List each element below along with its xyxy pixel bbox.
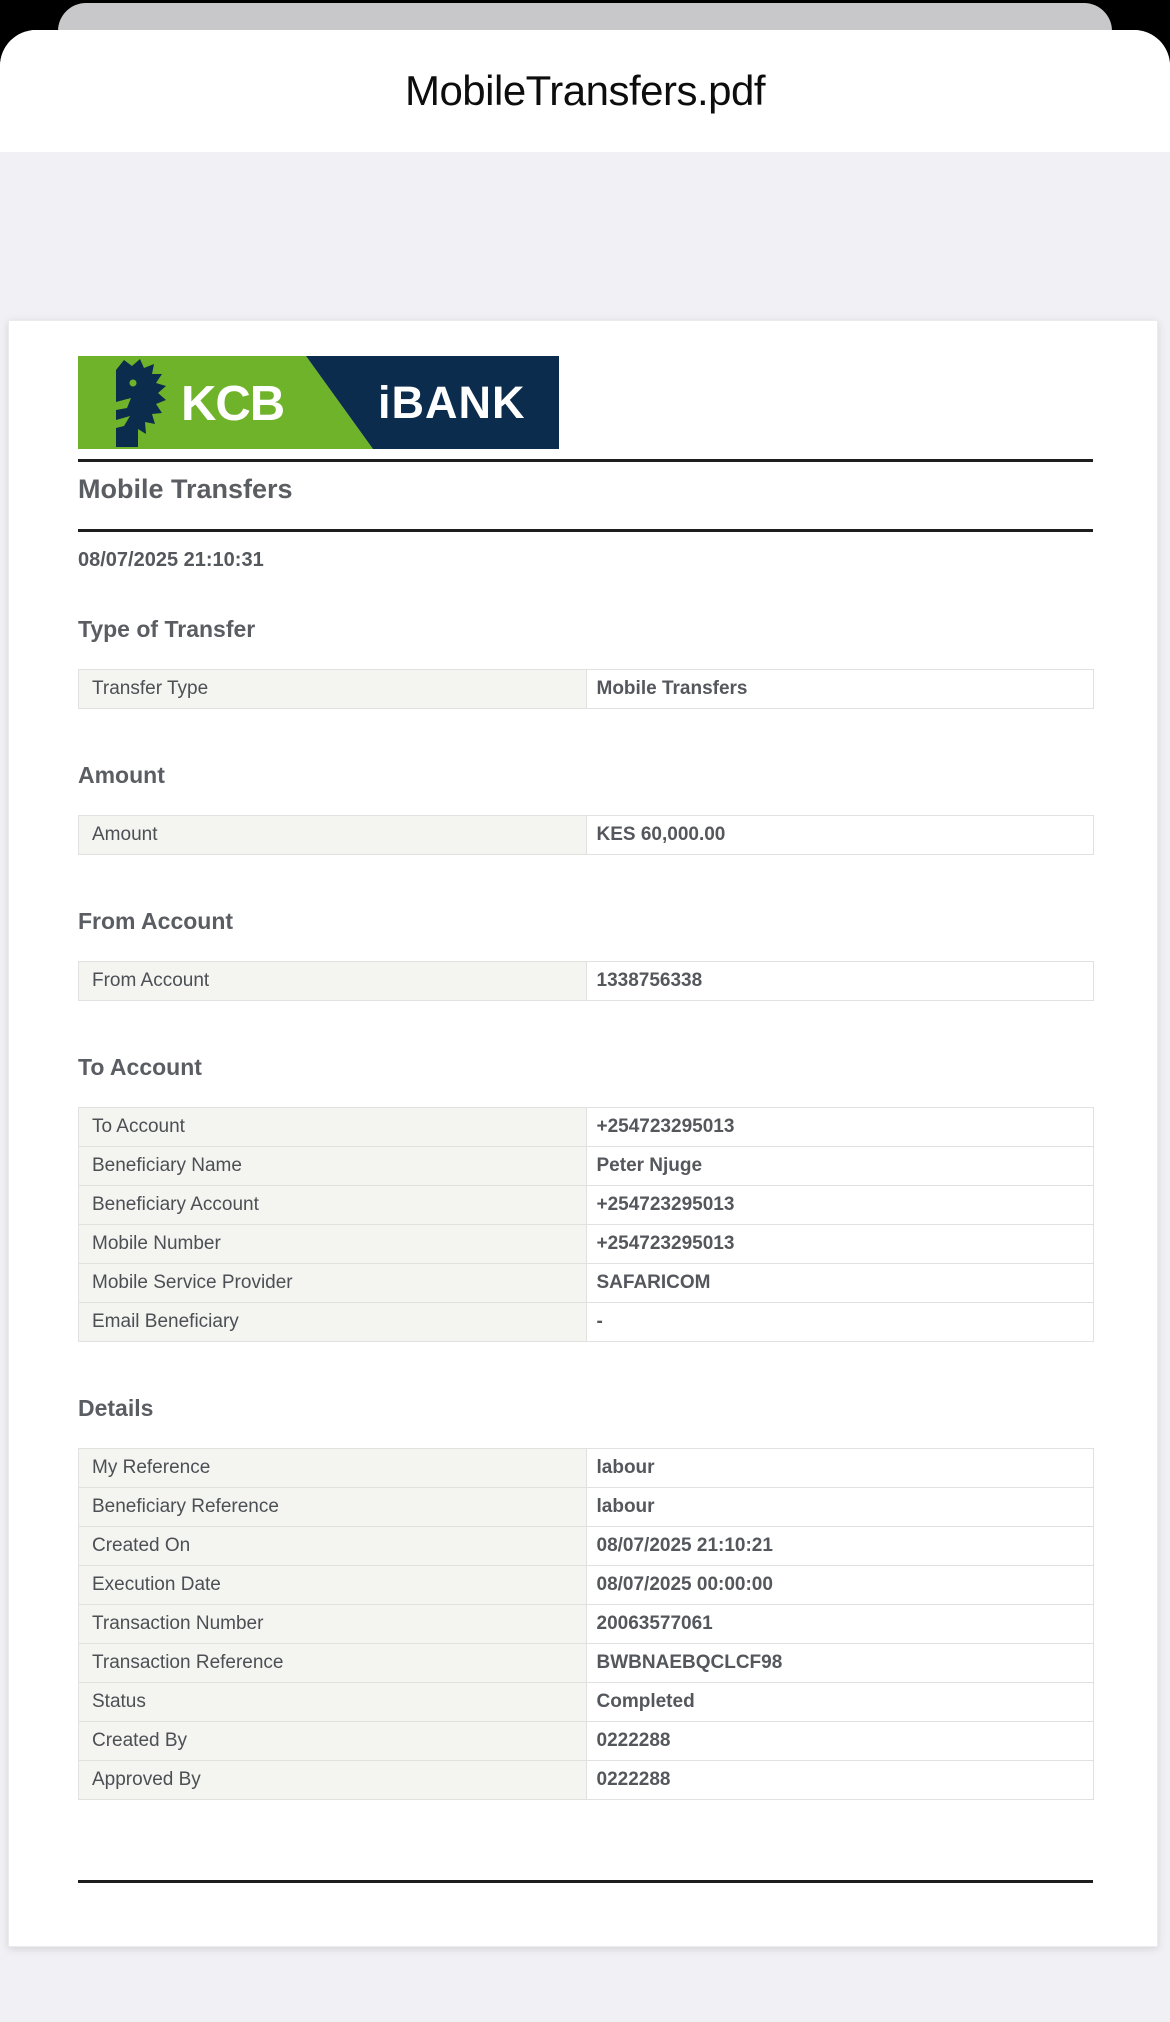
document-section [78, 908, 1093, 1001]
field-value: 20063577061 [586, 1605, 1094, 1644]
section-title: Type of Transfer [78, 616, 256, 642]
field-label: Mobile Service Provider [79, 1264, 587, 1303]
table-row [79, 1527, 1094, 1566]
key-value-table [78, 669, 1094, 709]
table-row [79, 1566, 1094, 1605]
sections-host [78, 616, 1093, 1800]
table-row [79, 1225, 1094, 1264]
document-section [78, 616, 1093, 709]
field-value: +254723295013 [586, 1108, 1094, 1147]
field-label: My Reference [79, 1449, 587, 1488]
table-row [79, 1722, 1094, 1761]
field-label: Transaction Reference [79, 1644, 587, 1683]
section-title: Amount [78, 762, 165, 788]
file-title: MobileTransfers.pdf [404, 67, 766, 114]
preview-header-drag-area[interactable] [0, 30, 1170, 152]
table-row [79, 1488, 1094, 1527]
field-value: 08/07/2025 21:10:21 [586, 1527, 1094, 1566]
field-label: Amount [79, 816, 587, 855]
divider [78, 459, 1093, 462]
document-section [78, 1395, 1093, 1800]
field-value: 0222288 [586, 1761, 1094, 1800]
pdf-viewer-scroll-area[interactable] [0, 152, 1170, 2022]
logo-product-text: iBANK [378, 377, 526, 428]
field-label: Email Beneficiary [79, 1303, 587, 1342]
footer-divider [78, 1880, 1093, 1883]
field-value: BWBNAEBQCLCF98 [586, 1644, 1094, 1683]
table-row [79, 1108, 1094, 1147]
field-label: Approved By [79, 1761, 587, 1800]
field-value: labour [586, 1449, 1094, 1488]
field-label: Beneficiary Name [79, 1147, 587, 1186]
field-value: +254723295013 [586, 1186, 1094, 1225]
key-value-table [78, 815, 1094, 855]
divider [78, 529, 1093, 532]
table-row [79, 1761, 1094, 1800]
field-value: SAFARICOM [586, 1264, 1094, 1303]
section-title: Details [78, 1395, 154, 1421]
section-title: From Account [78, 908, 234, 934]
pdf-preview-sheet [0, 30, 1170, 2022]
table-row [79, 1449, 1094, 1488]
table-row [79, 1644, 1094, 1683]
table-row [79, 1605, 1094, 1644]
field-label: From Account [79, 962, 587, 1001]
kcb-ibank-logo [78, 356, 559, 449]
section-title: To Account [78, 1054, 202, 1080]
field-value: +254723295013 [586, 1225, 1094, 1264]
table-row [79, 816, 1094, 855]
field-label: Transfer Type [79, 670, 587, 709]
field-label: Beneficiary Reference [79, 1488, 587, 1527]
field-value: 0222288 [586, 1722, 1094, 1761]
key-value-table [78, 1448, 1094, 1800]
field-label: Created By [79, 1722, 587, 1761]
key-value-table [78, 1107, 1094, 1342]
field-value: Peter Njuge [586, 1147, 1094, 1186]
field-label: Status [79, 1683, 587, 1722]
table-row [79, 670, 1094, 709]
field-label: Transaction Number [79, 1605, 587, 1644]
field-value: 08/07/2025 00:00:00 [586, 1566, 1094, 1605]
document-section [78, 762, 1093, 855]
pdf-page [8, 320, 1158, 1947]
field-label: Beneficiary Account [79, 1186, 587, 1225]
generated-timestamp: 08/07/2025 21:10:31 [78, 549, 264, 571]
field-label: To Account [79, 1108, 587, 1147]
field-value: 1338756338 [586, 962, 1094, 1001]
document-title: Mobile Transfers [78, 474, 293, 504]
field-value: Mobile Transfers [586, 670, 1094, 709]
logo-brand-text: KCB [181, 377, 285, 431]
table-row [79, 1147, 1094, 1186]
field-label: Mobile Number [79, 1225, 587, 1264]
table-row [79, 1264, 1094, 1303]
field-value: KES 60,000.00 [586, 816, 1094, 855]
field-label: Execution Date [79, 1566, 587, 1605]
table-row [79, 1303, 1094, 1342]
table-row [79, 962, 1094, 1001]
table-row [79, 1186, 1094, 1225]
document-section [78, 1054, 1093, 1342]
field-label: Created On [79, 1527, 587, 1566]
table-row [79, 1683, 1094, 1722]
field-value: Completed [586, 1683, 1094, 1722]
key-value-table [78, 961, 1094, 1001]
field-value: labour [586, 1488, 1094, 1527]
field-value: - [586, 1303, 1094, 1342]
